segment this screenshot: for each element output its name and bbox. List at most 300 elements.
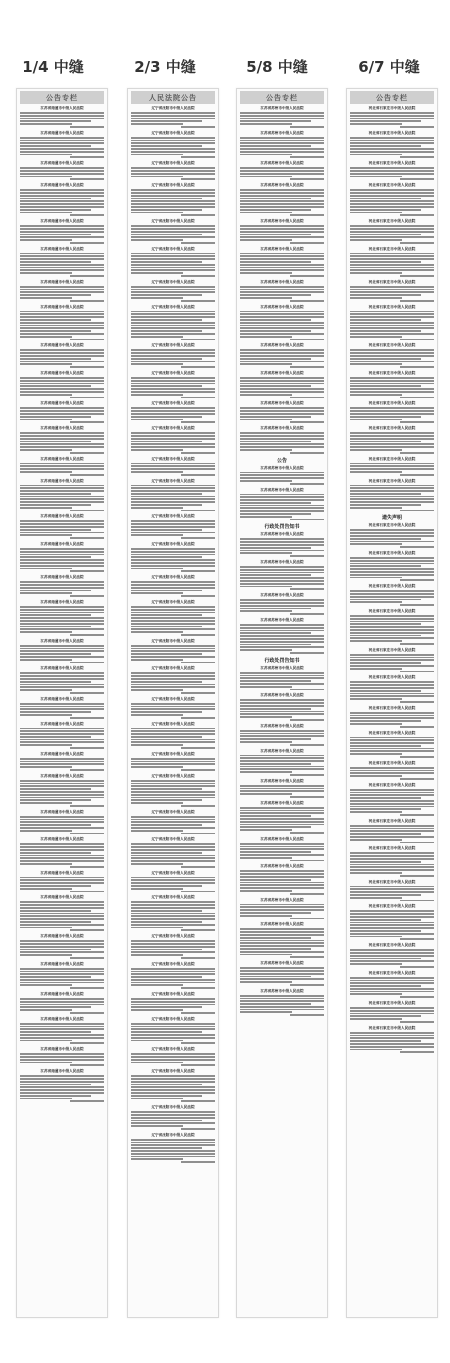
signature-line: [400, 397, 434, 399]
text-line: [131, 1150, 215, 1152]
court-heading: 江苏省苏州市中级人民法院: [260, 961, 304, 966]
text-line: [240, 602, 324, 604]
text-line: [20, 681, 91, 683]
text-line: [20, 294, 91, 296]
text-line: [20, 885, 91, 887]
text-line: [131, 1092, 215, 1094]
notice-block: [350, 584, 434, 606]
text-line: [20, 708, 104, 710]
signature-line: [181, 805, 215, 807]
text-line: [240, 599, 324, 601]
notice-block: [131, 161, 215, 180]
text-line: [20, 659, 72, 661]
court-heading: 江苏省苏州市中级人民法院: [260, 922, 304, 927]
text-line: [131, 979, 215, 981]
text-line: [240, 137, 324, 139]
court-heading: 辽宁省沈阳市中级人民法院: [151, 575, 195, 580]
text-line: [131, 565, 215, 567]
court-heading: 江苏省南通市中级人民法院: [40, 751, 84, 756]
notice-block: [20, 666, 104, 693]
notice-block: [20, 183, 104, 216]
text-line: [240, 330, 311, 332]
text-line: [20, 590, 91, 592]
text-line: [20, 827, 104, 829]
signature-line: [181, 537, 215, 539]
text-line: [350, 833, 421, 835]
text-line: [131, 703, 215, 705]
text-line: [131, 706, 215, 708]
text-line: [131, 1117, 215, 1119]
text-line: [131, 407, 215, 409]
text-line: [20, 325, 104, 327]
signature-line: [70, 126, 104, 128]
notice-block: [350, 523, 434, 548]
court-heading: 河北省石家庄市中级人民法院: [368, 551, 416, 556]
signature-line: [290, 918, 324, 920]
text-line: [350, 239, 402, 241]
text-line: [350, 120, 421, 122]
text-line: [20, 410, 104, 412]
signature-line: [400, 604, 434, 606]
signature-line: [290, 275, 324, 277]
court-heading: 江苏省苏州市中级人民法院: [260, 106, 304, 110]
text-line: [131, 907, 215, 909]
court-heading: 江苏省苏州市中级人民法院: [260, 864, 304, 869]
notice-block: [131, 479, 215, 512]
notice-block: [131, 305, 215, 341]
text-line: [240, 1006, 324, 1008]
notice-title: 遗失声明: [381, 515, 402, 522]
column-label-3: 5/8 中缝: [246, 58, 308, 76]
text-line: [131, 910, 202, 912]
text-line: [350, 864, 434, 866]
text-line: [240, 516, 292, 518]
signature-line: [290, 339, 324, 341]
signature-line: [70, 595, 104, 597]
signature-line: [290, 126, 324, 128]
signature-line: [181, 987, 215, 989]
text-line: [131, 623, 215, 625]
text-line: [240, 829, 292, 831]
notice-block: [20, 219, 104, 244]
court-heading: 辽宁省沈阳市中级人民法院: [151, 696, 195, 701]
text-line: [131, 441, 202, 443]
court-heading: 江苏省南通市中级人民法院: [40, 870, 84, 875]
text-line: [131, 1075, 215, 1077]
text-line: [131, 1158, 183, 1160]
text-line: [20, 142, 104, 144]
court-heading: 辽宁省沈阳市中级人民法院: [151, 130, 195, 135]
signature-line: [400, 701, 434, 703]
text-line: [240, 630, 324, 632]
text-line: [240, 638, 324, 640]
notice-block: [350, 106, 434, 128]
text-line: [240, 358, 311, 360]
text-line: [240, 502, 311, 504]
court-heading: 江苏省南通市中级人民法院: [40, 514, 84, 519]
notice-block: [131, 639, 215, 664]
notice-block: [350, 971, 434, 998]
text-line: [240, 821, 324, 823]
text-line: [131, 490, 215, 492]
signature-line: [181, 1161, 215, 1163]
text-line: [240, 496, 324, 498]
text-line: [350, 955, 434, 957]
text-line: [240, 291, 324, 293]
text-line: [131, 973, 215, 975]
signature-line: [290, 774, 324, 776]
text-line: [131, 744, 183, 746]
text-line: [20, 173, 104, 175]
signature-line: [181, 1100, 215, 1102]
text-line: [240, 173, 324, 175]
court-heading: 江苏省苏州市中级人民法院: [260, 130, 304, 135]
text-line: [20, 1006, 91, 1008]
text-line: [240, 771, 292, 773]
text-line: [350, 529, 434, 531]
text-line: [20, 849, 104, 851]
text-line: [131, 413, 215, 415]
text-line: [20, 766, 72, 768]
text-line: [350, 684, 434, 686]
text-line: [20, 394, 72, 396]
text-line: [350, 1018, 402, 1020]
text-line: [20, 741, 104, 743]
text-line: [240, 876, 324, 878]
text-line: [20, 855, 104, 857]
notice-block: [20, 810, 104, 835]
text-line: [350, 258, 434, 260]
text-line: [131, 1098, 183, 1100]
notice-block: [131, 722, 215, 749]
text-line: [350, 640, 402, 642]
text-line: [240, 785, 324, 787]
text-line: [131, 363, 183, 365]
court-heading: 河北省石家庄市中级人民法院: [368, 130, 416, 135]
text-line: [350, 919, 421, 921]
text-line: [131, 946, 215, 948]
text-line: [350, 1013, 434, 1015]
text-line: [240, 225, 324, 227]
court-heading: 河北省石家庄市中级人民法院: [368, 904, 416, 909]
court-heading: 江苏省苏州市中级人民法院: [260, 426, 304, 431]
text-line: [131, 385, 202, 387]
text-line: [20, 614, 91, 616]
text-line: [131, 954, 183, 956]
text-line: [131, 1037, 215, 1039]
text-line: [350, 797, 421, 799]
text-line: [131, 267, 215, 269]
column-header: 公告专栏: [20, 91, 104, 104]
text-line: [240, 574, 311, 576]
text-line: [20, 631, 72, 633]
text-line: [350, 568, 434, 570]
text-line: [350, 665, 434, 667]
court-heading: 河北省石家庄市中级人民法院: [368, 782, 416, 787]
signature-line: [181, 178, 215, 180]
text-line: [20, 438, 104, 440]
text-line: [350, 632, 434, 634]
text-line: [350, 891, 434, 893]
text-line: [20, 882, 104, 884]
text-line: [350, 432, 434, 434]
text-line: [350, 872, 402, 874]
text-line: [131, 1156, 215, 1158]
text-line: [20, 286, 104, 288]
text-line: [240, 815, 311, 817]
text-line: [20, 617, 104, 619]
text-line: [20, 1053, 104, 1055]
text-line: [350, 336, 402, 338]
text-line: [20, 176, 72, 178]
signature-line: [181, 662, 215, 664]
text-line: [240, 644, 311, 646]
signature-line: [400, 996, 434, 998]
text-line: [350, 659, 434, 661]
notice-block: [350, 343, 434, 368]
signature-line: [181, 421, 215, 423]
notice-block: [350, 219, 434, 244]
court-heading: 辽宁省沈阳市中级人民法院: [151, 600, 195, 604]
text-line: [350, 206, 434, 208]
text-line: [20, 435, 104, 437]
text-line: [240, 377, 324, 379]
text-line: [20, 267, 104, 269]
text-line: [20, 1084, 91, 1086]
text-line: [20, 272, 72, 274]
text-line: [240, 544, 324, 546]
notice-block: [20, 697, 104, 719]
text-line: [20, 123, 72, 125]
signature-line: [70, 570, 104, 572]
text-line: [350, 806, 434, 808]
text-line: [240, 550, 324, 552]
text-line: [240, 755, 324, 757]
text-line: [350, 189, 434, 191]
text-line: [350, 145, 421, 147]
notice-block: [131, 1069, 215, 1102]
notice-block: [350, 904, 434, 940]
text-line: [240, 322, 324, 324]
signature-line: [400, 1051, 434, 1053]
court-heading: 河北省石家庄市中级人民法院: [368, 730, 416, 735]
text-line: [350, 687, 434, 689]
notice-block: [240, 401, 324, 423]
text-line: [240, 857, 292, 859]
text-line: [131, 739, 215, 741]
text-line: [240, 258, 324, 260]
signature-line: [70, 805, 104, 807]
text-line: [131, 118, 215, 120]
text-line: [131, 984, 183, 986]
text-line: [240, 566, 324, 568]
text-line: [20, 877, 104, 879]
text-line: [131, 554, 215, 556]
text-line: [350, 1032, 434, 1034]
signature-line: [290, 483, 324, 485]
court-heading: 辽宁省沈阳市中级人民法院: [151, 721, 195, 726]
text-line: [20, 609, 104, 611]
signature-line: [290, 689, 324, 691]
text-line: [131, 468, 215, 470]
signature-line: [400, 242, 434, 244]
text-line: [240, 118, 324, 120]
text-line: [350, 852, 434, 854]
text-line: [131, 879, 215, 881]
court-heading: 辽宁省沈阳市中级人民法院: [151, 514, 195, 519]
text-line: [20, 1001, 104, 1003]
text-line: [240, 757, 324, 759]
text-line: [20, 968, 104, 970]
text-line: [350, 690, 421, 692]
text-line: [350, 596, 434, 598]
text-line: [20, 120, 91, 122]
text-line: [131, 289, 215, 291]
text-line: [350, 922, 434, 924]
court-heading: 辽宁省沈阳市中级人民法院: [151, 219, 195, 224]
text-line: [131, 882, 215, 884]
text-line: [350, 618, 434, 620]
text-line: [131, 590, 202, 592]
text-line: [240, 1000, 324, 1002]
text-line: [350, 443, 434, 445]
court-heading: 辽宁省沈阳市中级人民法院: [151, 895, 195, 900]
text-line: [20, 291, 104, 293]
text-line: [240, 352, 324, 354]
text-line: [240, 167, 324, 169]
notice-block: [20, 305, 104, 341]
text-line: [131, 1142, 215, 1144]
text-line: [350, 538, 421, 540]
text-line: [131, 968, 215, 970]
text-line: [240, 316, 324, 318]
text-line: [131, 927, 183, 929]
text-line: [20, 830, 72, 832]
text-line: [350, 888, 434, 890]
text-line: [350, 723, 402, 725]
text-line: [20, 857, 104, 859]
text-line: [240, 624, 324, 626]
text-line: [131, 736, 202, 738]
text-line: [20, 565, 104, 567]
text-line: [240, 477, 324, 479]
text-line: [131, 860, 215, 862]
text-line: [20, 824, 91, 826]
text-line: [131, 120, 202, 122]
signature-line: [181, 275, 215, 277]
text-line: [20, 921, 91, 923]
notice-block: [131, 247, 215, 277]
signature-line: [70, 866, 104, 868]
text-line: [131, 830, 183, 832]
text-line: [131, 523, 215, 525]
text-line: [350, 753, 402, 755]
text-line: [240, 255, 324, 257]
text-line: [131, 446, 215, 448]
text-line: [350, 593, 434, 595]
text-line: [240, 948, 311, 950]
text-line: [350, 924, 434, 926]
column-body: [131, 106, 215, 1311]
court-heading: 辽宁省沈阳市中级人民法院: [151, 837, 195, 842]
text-line: [131, 269, 215, 271]
text-line: [20, 297, 72, 299]
text-line: [20, 239, 72, 241]
text-line: [131, 1023, 215, 1025]
text-line: [240, 383, 324, 385]
text-line: [131, 885, 202, 887]
text-line: [131, 170, 215, 172]
court-heading: 江苏省南通市中级人民法院: [40, 721, 84, 726]
notice-title: 行政处罚告知书: [264, 524, 300, 531]
text-line: [350, 601, 402, 603]
text-line: [240, 716, 292, 718]
text-line: [240, 264, 324, 266]
signature-line: [400, 814, 434, 816]
text-line: [20, 736, 91, 738]
notice-block: [350, 551, 434, 581]
text-line: [131, 1059, 215, 1061]
text-line: [350, 1007, 434, 1009]
court-heading: 江苏省南通市中级人民法院: [40, 426, 84, 431]
text-line: [350, 140, 434, 142]
text-line: [350, 1015, 421, 1017]
court-heading: 江苏省苏州市中级人民法院: [260, 723, 304, 728]
notice-block: [350, 457, 434, 476]
text-line: [350, 200, 434, 202]
text-line: [20, 532, 104, 534]
text-line: [131, 383, 215, 385]
text-line: [240, 349, 324, 351]
text-line: [20, 860, 104, 862]
text-line: [20, 471, 72, 473]
notice-block: [131, 1017, 215, 1044]
text-line: [131, 234, 202, 236]
court-heading: 河北省石家庄市中级人民法院: [368, 478, 416, 483]
text-line: [131, 1144, 215, 1146]
text-line: [240, 446, 324, 448]
text-line: [131, 863, 183, 865]
text-line: [131, 998, 215, 1000]
text-line: [20, 154, 72, 156]
text-line: [240, 416, 311, 418]
text-line: [131, 626, 202, 628]
text-line: [240, 212, 292, 214]
signature-line: [70, 747, 104, 749]
signature-line: [181, 717, 215, 719]
text-line: [20, 330, 91, 332]
court-heading: 辽宁省沈阳市中级人民法院: [151, 343, 195, 348]
text-line: [20, 231, 104, 233]
text-line: [240, 627, 324, 629]
text-line: [131, 628, 215, 630]
text-line: [20, 112, 104, 114]
text-line: [131, 1153, 215, 1155]
text-line: [240, 120, 311, 122]
text-line: [350, 794, 434, 796]
text-line: [131, 821, 215, 823]
notice-block: [350, 1026, 434, 1053]
signature-line: [70, 957, 104, 959]
signature-line: [400, 126, 434, 128]
text-line: [131, 311, 215, 313]
signature-line: [181, 866, 215, 868]
signature-line: [181, 1012, 215, 1014]
text-line: [20, 788, 91, 790]
text-line: [240, 380, 324, 382]
signature-line: [70, 1042, 104, 1044]
text-line: [20, 998, 104, 1000]
